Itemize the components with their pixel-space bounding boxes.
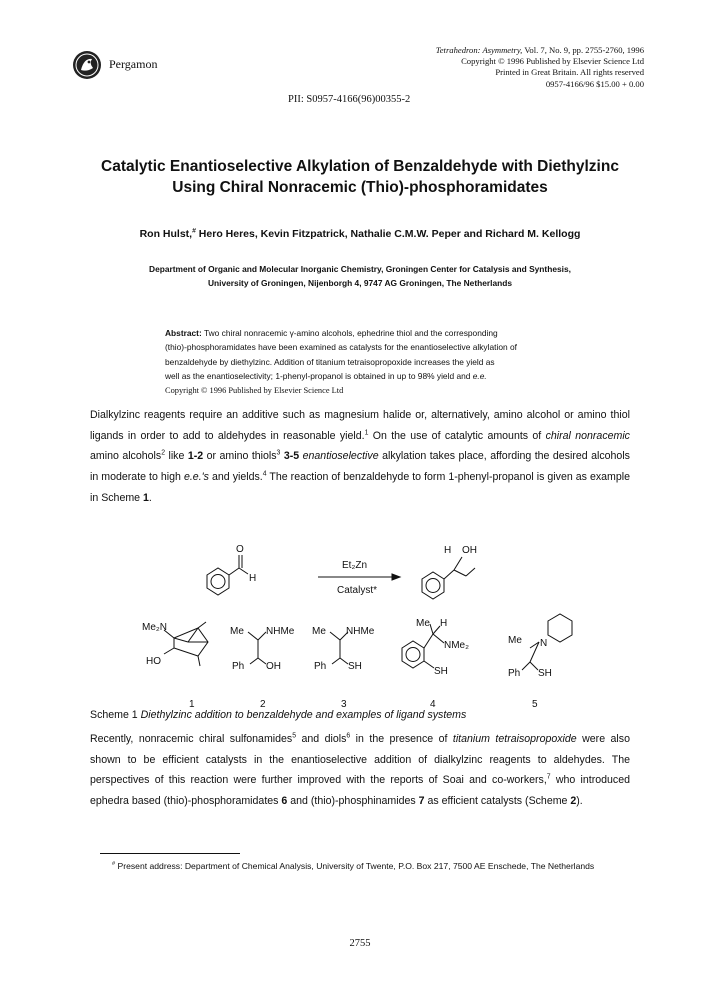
pii-identifier: PII: S0957-4166(96)00355-2 (288, 94, 411, 105)
text-run: On the use of catalytic amounts of (368, 429, 546, 442)
abstract-line-2: (thio)-phosphoramidates have been examined as catalysts for the enantioselective alkylation of (165, 342, 517, 353)
ligand-4-me: Me (416, 618, 430, 629)
ligand-3-me: Me (312, 626, 326, 637)
author-list (40, 228, 680, 240)
paragraph-intro (90, 405, 630, 509)
ligand-5-structure (548, 614, 572, 642)
footnote-mark: # (112, 861, 116, 868)
ligand-1-ho: HO (146, 656, 161, 667)
ligand-number-4: 4 (430, 699, 436, 710)
text-run: who introduced ephedra based (thio)-phosphoramidates (90, 774, 630, 808)
text-run: . (148, 491, 152, 504)
ligand-number-1: 1 (189, 699, 195, 710)
italic-run: chiral nonracemic (545, 429, 630, 442)
footnote-divider (100, 853, 240, 854)
abstract-line-3: benzaldehyde by diethylzinc. Addition of titanium tetraisopropoxide increases the yield as (165, 356, 495, 367)
reagent-et2zn: Et₂Zn (342, 560, 367, 571)
journal-volume: Vol. 7, No. 9, pp. 2755-2760, 1996 (522, 45, 644, 55)
journal-name: Tetrahedron: Asymmetry, (435, 45, 523, 55)
ligand-4-structure (402, 641, 424, 668)
italic-run: e.e.'s (183, 471, 209, 484)
paper-title (40, 156, 680, 198)
ligand-5-me: Me (508, 635, 522, 646)
abstract-ee: e.e. (472, 371, 487, 382)
label-o: O (236, 544, 244, 555)
ligand-3-structure (330, 632, 340, 640)
italic-run: titanium tetraisopropoxide (452, 733, 577, 745)
text-run: and (thio)-phosphinamides (287, 795, 419, 808)
abstract-copyright: Copyright © 1996 Published by Elsevier Science Ltd (165, 386, 344, 395)
publisher-name: Pergamon (109, 57, 158, 71)
abstract-label: Abstract: (165, 328, 202, 338)
scheme-1-figure (90, 530, 630, 710)
text-run: Recently, nonracemic chiral sulfonamides (90, 733, 293, 745)
product-oh: OH (462, 545, 477, 556)
price-line: 0957-4166/96 $15.00 + 0.00 (545, 78, 644, 89)
abstract-line-4: well as the enantioselectivity; 1-phenyl-propanol is obtained in up to 98% yield and (165, 371, 473, 382)
author-footnote-mark: # (192, 227, 196, 235)
affiliation-line-1: Department of Organic and Molecular Inorganic Chemistry, Groningen Center for Catalysis and Synthesis, (149, 264, 571, 274)
text-run: ). (576, 795, 583, 808)
reference-7: 7 (546, 773, 551, 781)
text-run: in the presence of (350, 733, 453, 745)
ligand-3-ph: Ph (314, 661, 327, 672)
ligand-3-nhme: NHMe (346, 626, 375, 637)
title-line-2: Using Chiral Nonracemic (Thio)-phosphoramidates (172, 179, 548, 196)
first-author: Ron Hulst, (139, 228, 193, 240)
text-run: like (165, 450, 188, 463)
text-run: and yields. (208, 471, 263, 484)
reference-1: 1 (364, 429, 369, 437)
ligand-2-ph: Ph (232, 661, 245, 672)
ligand-4-h: H (440, 618, 448, 629)
ligand-1-nme2: Me₂N (142, 622, 167, 633)
footnote-text: Present address: Department of Chemical Analysis, University of Twente, P.O. Box 217, 7500 AE Enschede, The Netherlands (115, 861, 595, 871)
ligand-2-structure (248, 632, 258, 640)
ligand-3-sh: SH (348, 661, 362, 672)
ligand-4-sh: SH (434, 666, 448, 677)
journal-info (436, 45, 644, 90)
compound-ref: 6 (281, 795, 288, 808)
abstract (165, 326, 655, 384)
ligand-number-2: 2 (260, 699, 266, 710)
title-line-1: Catalytic Enantioselective Alkylation of Benzaldehyde with Diethylzinc (101, 158, 619, 175)
text-run: alkylation takes place, affording the desired alcohols in moderate to high (90, 450, 630, 484)
italic-run: enantioselective (302, 450, 379, 463)
scheme-ref: 1 (143, 491, 149, 504)
text-run: or amino thiols (203, 450, 277, 463)
compound-ref: 7 (418, 795, 425, 808)
reference-3: 3 (276, 449, 281, 457)
ligand-4-nme2: NMe₂ (444, 640, 469, 651)
product-ring (422, 572, 444, 599)
product-h: H (444, 545, 452, 556)
affiliation-line-2: University of Groningen, Nijenborgh 4, 9747 AG Groningen, The Netherlands (207, 278, 513, 288)
text-run: Dialkylzinc reagents require an additive such as magnesium halide or, alternatively, amino alcohol or amino thiol ligands in order to add to aldehydes in reasonable yield. (90, 409, 630, 442)
text-run: amino alcohols (90, 450, 162, 463)
compound-ref: 3-5 (283, 450, 300, 463)
page-number: 2755 (349, 938, 371, 949)
caption-label: Scheme 1 (90, 709, 138, 721)
reference-6: 6 (346, 732, 351, 740)
printed-line: Printed in Great Britain. All rights reserved (495, 67, 644, 78)
reference-4: 4 (262, 470, 267, 478)
affiliation (60, 262, 660, 290)
text-run: The reaction of benzaldehyde to form 1-phenyl-propanol is given as example in Scheme (90, 471, 631, 504)
abstract-line-1: Two chiral nonracemic γ-amino alcohols, ephedrine thiol and the corresponding (201, 328, 498, 338)
benzaldehyde-ring (207, 568, 229, 595)
text-run: as efficient catalysts (Scheme (424, 795, 571, 808)
ligand-number-5: 5 (532, 699, 538, 710)
compound-ref: 1-2 (187, 450, 204, 463)
scheme-caption (90, 709, 466, 721)
copyright-line: Copyright © 1996 Published by Elsevier Science Ltd (461, 56, 644, 67)
reference-5: 5 (292, 732, 297, 740)
footnote (112, 860, 632, 874)
ligand-2-oh: OH (266, 661, 281, 672)
reagent-catalyst: Catalyst* (337, 585, 378, 596)
scheme-ref: 2 (570, 795, 577, 808)
paragraph-recent-work (90, 729, 630, 812)
pergamon-logo-icon (72, 50, 102, 80)
text-run: were also shown to be efficient catalysts in the enantioselective addition of dialkylzinc reagents to aldehydes. The perspectives of this reaction were further improved with the reports of Soai and co-workers, (90, 733, 630, 787)
label-h: H (249, 573, 257, 584)
ligand-5-ph: Ph (508, 668, 521, 679)
ligand-number-3: 3 (341, 699, 347, 710)
ligand-5-n: N (540, 638, 548, 649)
text-run: and diols (296, 733, 347, 745)
ligand-2-me: Me (230, 626, 244, 637)
other-authors: Hero Heres, Kevin Fitzpatrick, Nathalie C.M.W. Peper and Richard M. Kellogg (195, 228, 581, 240)
reference-2: 2 (161, 449, 166, 457)
caption-text: Diethylzinc addition to benzaldehyde and examples of ligand systems (137, 709, 467, 721)
ligand-5-sh: SH (538, 668, 552, 679)
ligand-2-nhme: NHMe (266, 626, 295, 637)
